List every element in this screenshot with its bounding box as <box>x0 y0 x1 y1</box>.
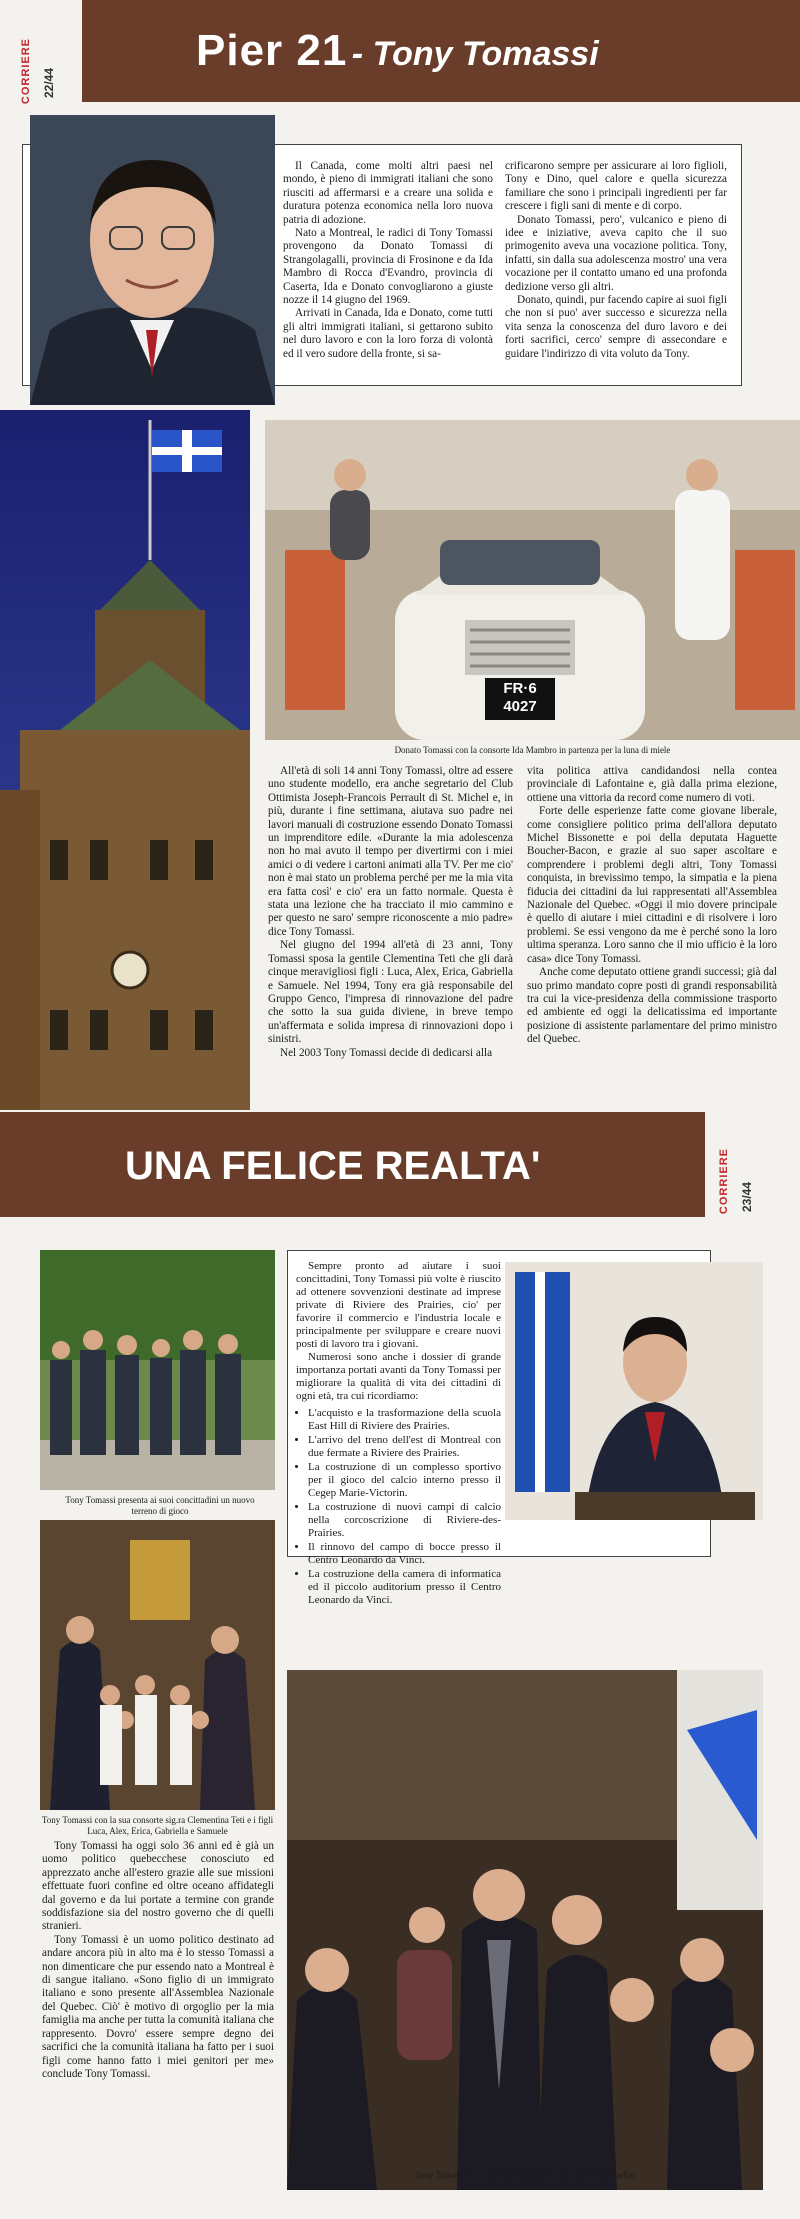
page-title: Pier 21 <box>196 26 348 75</box>
page-subtitle: - Tony Tomassi <box>351 35 599 73</box>
list-item: • Il rinnovo del campo di bocce presso il Centro Leonardo da Vinci. <box>308 1541 501 1567</box>
closing-paragraph: Tony Tomassi è un uomo politico destinato ad andare ancora più in alto ma è lo stesso Tomassi a non dimenticare che pur essendo nato a Montreal è di sangue italiano. «Sono figlio di un immigrato italiano e sono presente all'Assemblea Nazionale del Quebec. Ciò' è motivo di orgoglio per la mia famiglia ma anche per tutta la comunità italiana che rappresento. Dovro' essere sempre degno dei sacrifici che la comunità italiana ha fatto per i suoi figli come hanno fatto i miei genitori per me» conclude Tony Tomassi. <box>42 1933 274 2080</box>
body-paragraph: Forte delle esperienze fatte come giovane liberale, come consigliere politico prima dell'allora deputato Michel Bissonette e poi della deputata Haguette Boucher-Bacon, e grazie al suo saper ascoltare e comprendere i problemi degli altri, Tony Tomassi conquista, in brevissimo tempo, la simpatia e la piena fiducia dei cittadini da lui rappresentati all'Assemblea Nazionale del Quebec. «Oggi il mio dovere principale è quello di aiutare i miei cittadini e di risolvere i loro problemi. Se essi vengono da me è perché sono la loro ultima speranza. Loro sanno che il mio ufficio è la loro casa» dice Tony Tomassi. <box>527 805 777 965</box>
gathering-photo <box>287 1670 763 2190</box>
page-number: 23/44 <box>740 1182 754 1213</box>
page-number: 22/44 <box>42 68 56 99</box>
playground-caption: Tony Tomassi presenta ai suoi concittadini un nuovo terreno di gioco <box>65 1495 255 1516</box>
honeymoon-photo <box>265 420 800 740</box>
list-item: • L'acquisto e la trasformazione della scuola East Hill di Riviere des Prairies. <box>308 1407 501 1433</box>
intro-paragraph: Il Canada, come molti altri paesi nel mondo, è pieno di immigrati italiani che sono riusciti ad affermarsi e a creare una solida e duratura potenza economica nella loro nuova patria di adozione. <box>283 160 493 226</box>
intro-col-right <box>505 160 727 361</box>
closing-paragraph: Tony Tomassi ha oggi solo 36 anni ed è già un uomo politico quebecchese conosciuto ed apprezzato anche all'estero grazie alle sue missioni effettuate fuori confine ed oltre oceano affidategli dal governo e da lui portate a termine con grande soddisfazione sia del nostro governo che di quelli stranieri. <box>42 1840 274 1933</box>
brand-logo: CORRIERE <box>718 1148 730 1215</box>
list-item: • La costruzione della camera di informatica ed il piccolo auditorium presso il Centro Leonardo da Vinci. <box>308 1568 501 1607</box>
body-paragraph: All'età di soli 14 anni Tony Tomassi, oltre ad essere uno studente modello, era anche segretario del Club Ottimista Joseph-Francois Perrault di St. Michel e, in più, durante i fine settimana, aiutava suo padre nei lavori manuali di costruzione essendo Donato Tomassi un imprenditore edile. «Durante la mia adolescenza non ho mai avuto il tempo per divertirmi con i miei amici o di vedere i cartoni animati alla TV. Per me cio' non è mai stato un problema perché per me la mia vita era fatta così' e cio' era un fatto normale. Questa è stata una lezione che ha tracciato il mio cammino e per questo ne saro' sempre riconoscente a mio padre» dice Tony Tomassi. <box>268 765 513 938</box>
gathering-caption: Tony Tomassi in un incontro familiare con i suoi concittadini <box>415 2170 635 2180</box>
portrait-photo <box>30 115 275 405</box>
closing-text <box>42 1840 274 2081</box>
body-col-left <box>268 765 513 1060</box>
family-photo <box>40 1520 275 1810</box>
family-caption: Tony Tomassi con la sua consorte sig.ra Clementina Teti e i figli Luca, Alex, Erica, Gabriella e Samuele <box>41 1815 274 1836</box>
box-paragraph: Sempre pronto ad aiutare i suoi concittadini, Tony Tomassi più volte è riuscito ad ottenere sovvenzioni destinate ad imprese private di Riviere des Prairies, cio' per favorire il commercio e l'industria locale e principalmente per sviluppare e creare nuovi posti di lavoro tra i giovani. <box>296 1260 501 1350</box>
body-paragraph: Anche come deputato ottiene grandi successi; già dal suo primo mandato copre posti di grandi responsabilità tra cui la vice-presidenza della commissione trasporto ed ambiente ed oggi la delicatissima ed importante posizione di assistente parlamentare del primo ministro del Quebec. <box>527 966 777 1046</box>
box-paragraph: Numerosi sono anche i dossier di grande importanza portati avanti da Tony Tomassi per migliorare la qualità di vita dei cittadini di ogni età, tra cui ricordiamo: <box>296 1351 501 1402</box>
parliament-building-photo <box>0 410 250 1110</box>
intro-paragraph: Donato, quindi, pur facendo capire ai suoi figli che non si puo' aver successo e sicurezza nella vita senza la conoscenza del duro lavoro e dei forti sacrifici, cerco' sempre di assecondare e guidare l'indirizzo di vita voluto da Tony. <box>505 294 727 360</box>
body-col-right <box>527 765 777 1047</box>
honeymoon-caption: Donato Tomassi con la consorte Ida Mambro in partenza per la luna di miele <box>394 745 671 755</box>
list-item: • L'arrivo del treno dell'est di Montreal con due fermate a Riviere des Prairies. <box>308 1434 501 1460</box>
body-paragraph: Nel giugno del 1994 all'età di 23 anni, Tony Tomassi sposa la gentile Clementina Teti che gli darà cinque meravigliosi figli : Luca, Alex, Erica, Gabriella e Samuele. Nel 1994, Tony era già responsabile del Gruppo Genco, l'impresa di rinnovazione del padre che sotto la sua guida diviene, in breve tempo un'affermata e solida impresa di rinnovazioni dopo i sinistri. <box>268 939 513 1046</box>
initiatives-list <box>296 1407 501 1607</box>
section-title: UNA FELICE REALTA' <box>125 1144 541 1188</box>
brand-logo: CORRIERE <box>20 38 32 105</box>
page-two <box>0 1110 800 2219</box>
playground-photo <box>40 1250 275 1490</box>
intro-paragraph: Arrivati in Canada, Ida e Donato, come tutti gli altri immigrati italiani, si gettarono subito nel duro lavoro e con la loro forza di volontà ed il vero sudore della fronte, si sa- <box>283 307 493 360</box>
podium-photo <box>505 1262 763 1520</box>
intro-paragraph: Donato Tomassi, pero', vulcanico e pieno di idee e iniziative, aveva capito che il suo primogenito aveva una vocazione politica. Tony, infatti, sin dalla sua adolescenza mostro' una vera vocazione per il contatto umano ed una profonda dedizione verso gli altri. <box>505 213 727 293</box>
body-paragraph: vita politica attiva candidandosi nella contea provinciale di Lafontaine e, già dalla prima elezione, ottiene una vittoria da record come numero di voti. <box>527 765 777 804</box>
title-row <box>196 26 599 86</box>
initiatives-text <box>296 1260 501 1608</box>
body-paragraph: Nel 2003 Tony Tomassi decide di dedicarsi alla <box>280 1046 493 1059</box>
list-item: • La costruzione di nuovi campi di calcio nella corcoscrizione di Riviere-des-Prairies. <box>308 1501 501 1540</box>
license-plate: FR·6 4027 <box>485 678 555 720</box>
intro-col-left <box>283 160 493 361</box>
intro-paragraph: Nato a Montreal, le radici di Tony Tomassi provengono da Donato Tomassi di Strangolagalli, provincia di Frosinone e da Ida Mambro di Rocca d'Evandro, provincia di Caserta, Ida e Donato convogliarono a giuste nozze il 14 giugno del 1969. <box>283 227 493 307</box>
list-item: • La costruzione di un complesso sportivo per il gioco del calcio interno presso il Cegep Marie-Victorin. <box>308 1461 501 1500</box>
intro-paragraph: crificarono sempre per assicurare ai loro figlioli, Tony e Dino, quel calore e quella sicurezza familiare che sono i principali ingredienti per far crescere i figli sani di mente e di corpo. <box>505 160 727 213</box>
